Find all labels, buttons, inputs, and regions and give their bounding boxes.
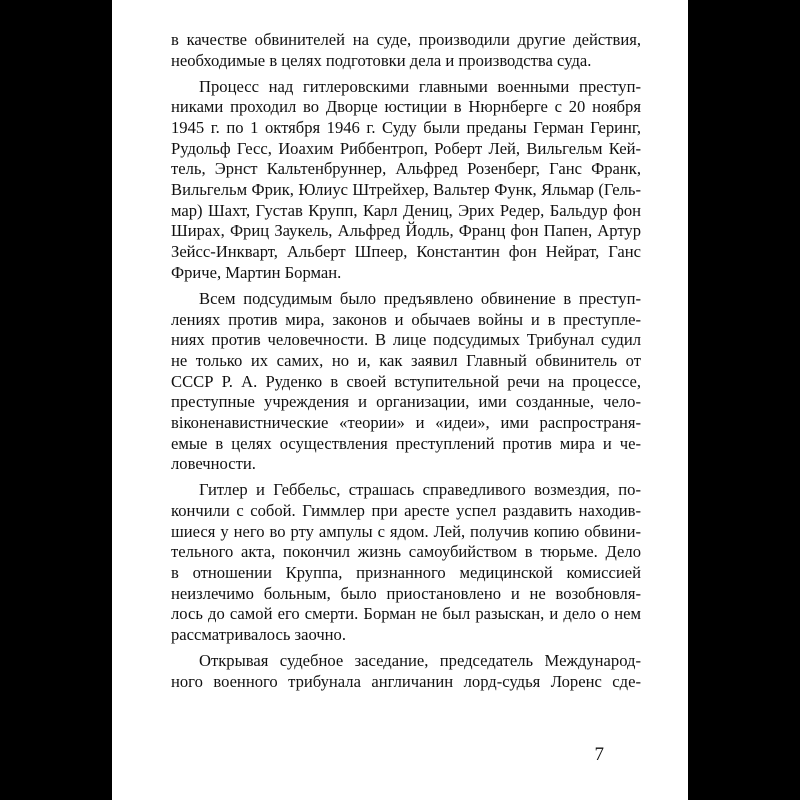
text-line: Рудольф Гесс, Иоахим Риббентроп, Роберт Лей, Вильгельм Кей- — [171, 138, 641, 158]
text-line: Зейсс-Инкварт, Альберт Шпеер, Константин фон Нейрат, Ганс — [171, 242, 641, 262]
text-line: ного военного трибунала англичанин лорд-судья Лоренс сде- — [171, 671, 641, 691]
text-line: в качестве обвинителей на суде, производили другие действия, — [171, 30, 641, 49]
text-line: рассматривалось заочно. — [171, 625, 347, 645]
text-line: необходимые в целях подготовки дела и производства суда. — [171, 50, 592, 70]
text-line: емые в целях осуществления преступлений против мира и че- — [171, 433, 641, 453]
text-line: в отношении Круппа, признанного медицинской комиссией — [171, 563, 641, 583]
text-line: ниях против человечности. В лице подсудимых Трибунал судил — [171, 330, 641, 350]
text-line: 1945 г. по 1 октября 1946 г. Суду были преданы Герман Геринг, — [171, 118, 641, 138]
paragraph — [171, 77, 641, 284]
text-line: ловечности. — [171, 454, 256, 474]
page-number: 7 — [594, 744, 604, 765]
paragraph — [171, 289, 641, 475]
paragraph — [171, 651, 641, 692]
text-line: лениях против мира, законов и обычаев войны и в преступле- — [171, 309, 641, 329]
text-line: Фриче, Мартин Борман. — [171, 262, 342, 282]
text-line: не только их самих, но и, как заявил Главный обвинитель от — [171, 350, 641, 370]
paragraph — [171, 30, 641, 71]
text-line: тель, Эрнст Кальтенбруннер, Альфред Розенберг, Ганс Франк, — [171, 159, 641, 179]
text-line: Вильгельм Фрик, Юлиус Штрейхер, Вальтер Функ, Яльмар (Гель- — [171, 180, 641, 200]
paragraph — [171, 480, 641, 646]
text-line: Ширах, Фриц Заукель, Альфред Йодль, Франц фон Папен, Артур — [171, 221, 641, 241]
text-line: віконенавистнические «теории» и «идеи», ими распространя- — [171, 412, 641, 432]
text-line: лось до самой его смерти. Борман не был разыскан, и дело о нем — [171, 604, 641, 624]
text-line: Всем подсудимым было предъявлено обвинение в преступ- — [199, 288, 641, 308]
text-line: СССР Р. А. Руденко в своей вступительной речи на процессе, — [171, 371, 641, 391]
text-line: кончили с собой. Гиммлер при аресте успел раздавить находив- — [171, 501, 641, 521]
text-line: мар) Шахт, Густав Крупп, Карл Дениц, Эрих Редер, Бальдур фон — [171, 200, 641, 220]
text-line: никами проходил во Дворце юстиции в Нюрнберге с 20 ноября — [171, 97, 641, 117]
text-line: Открывая судебное заседание, председатель Международ- — [199, 651, 641, 671]
text-line: Процесс над гитлеровскими главными военными преступ- — [199, 76, 641, 96]
body-text — [171, 30, 641, 698]
book-page — [112, 0, 688, 800]
text-line: шиеся у него во рту ампулы с ядом. Лей, получив копию обвини- — [171, 521, 641, 541]
text-line: Гитлер и Геббельс, страшась справедливого возмездия, по- — [199, 480, 641, 500]
text-line: преступные учреждения и организации, ими созданные, чело- — [171, 392, 641, 412]
text-line: тельного акта, покончил жизнь самоубийством в тюрьме. Дело — [171, 542, 641, 562]
text-line: неизлечимо больным, было приостановлено и не возобновля- — [171, 583, 641, 603]
